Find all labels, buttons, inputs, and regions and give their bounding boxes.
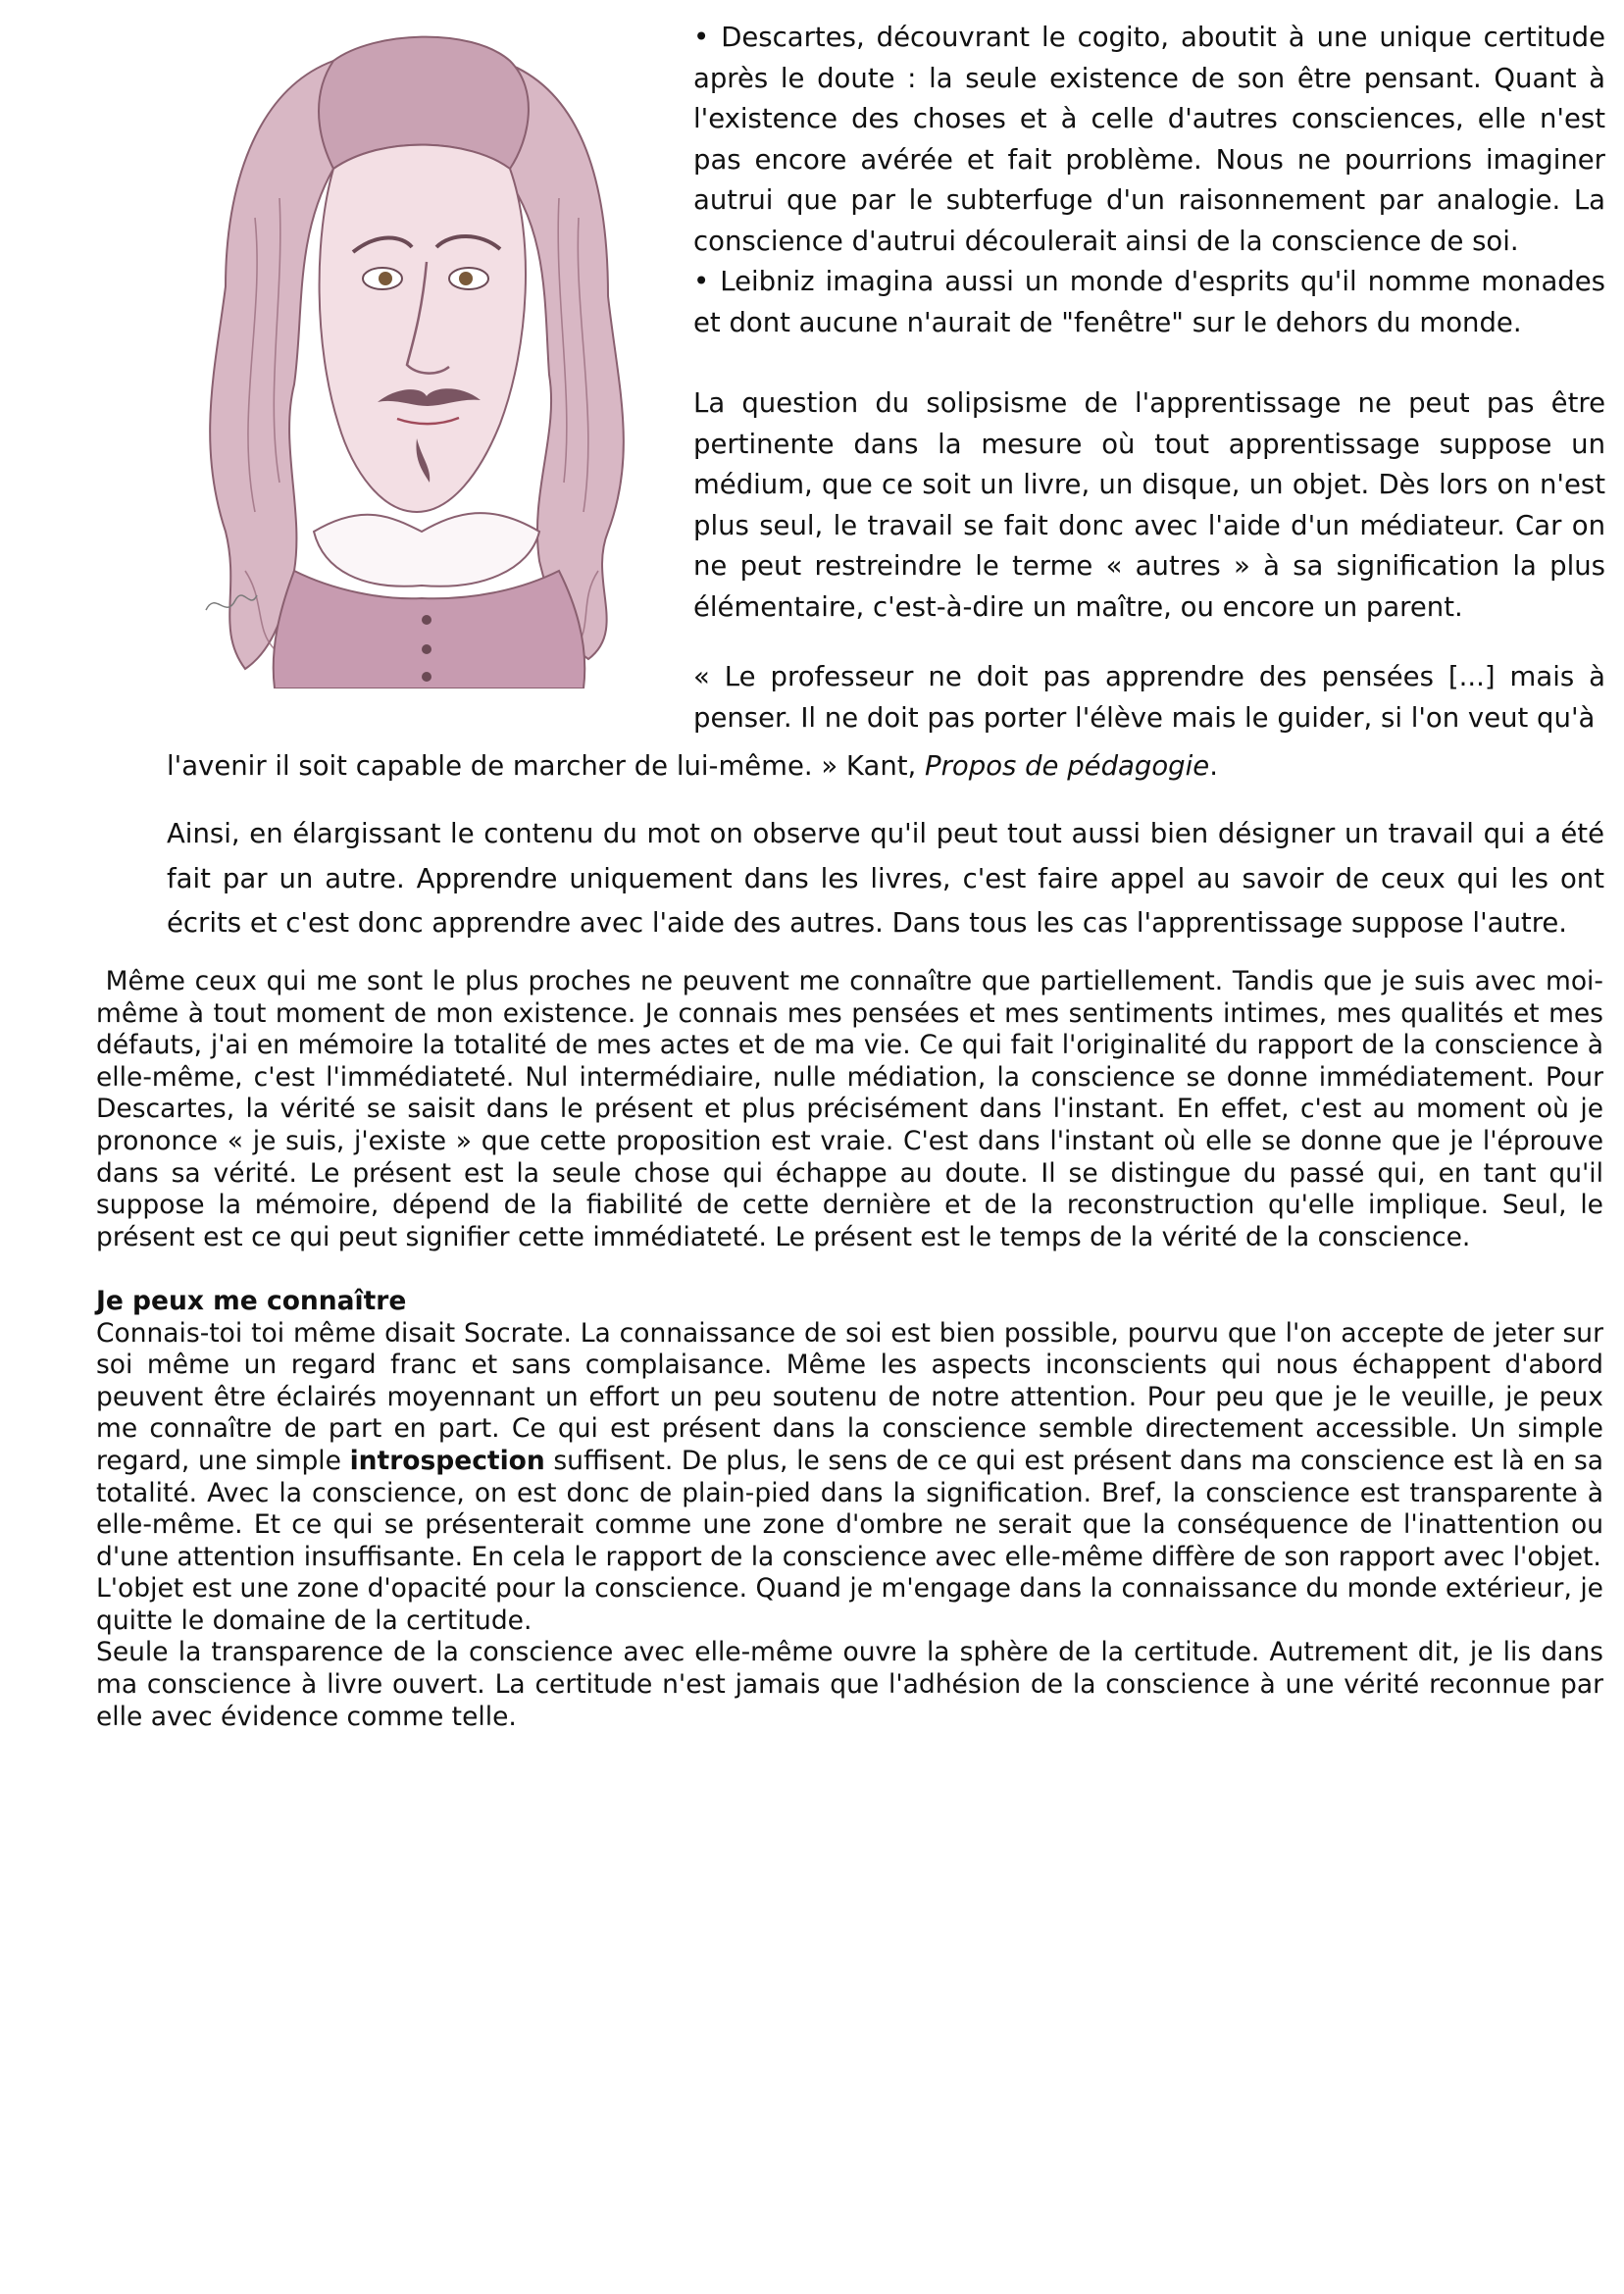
conclusion-block <box>167 812 1604 946</box>
descartes-bullet: • Descartes, découvrant le cogito, aboutit à une unique certitude après le doute : la seule existence de son être pensant. Quant à l'existence des choses et à celle d'autres consciences, elle n'est pas encore avérée et fait problème. Nous ne pourrions imaginer autrui que par le subterfuge d'un raisonnement par analogie. La conscience d'autrui découlerait ainsi de la conscience de soi. <box>693 22 1605 257</box>
collar <box>314 513 539 586</box>
self-knowledge-text-end: suffisent. De plus, le sens de ce qui est présent dans ma conscience est là en sa totalité. Avec la conscience, on est donc de plain-pied dans la signification. Bref, la conscience est transparente à elle-même. Et ce qui se présenterait comme une zone d'ombre ne serait que la conséquence de l'inattention ou d'une attention insuffisante. En cela le rapport de la conscience avec elle-même diffère de son rapport avec l'objet. <box>96 1445 1603 1572</box>
solipsism-paragraph: La question du solipsisme de l'apprentissage ne peut pas être pertinente dans la mesure où tout apprentissage suppose un médium, que ce soit un livre, un disque, un objet. Dès lors on n'est plus seul, le travail se fait donc avec l'aide d'un médiateur. Car on ne peut restreindre le terme « autres » à sa signification la plus élémentaire, c'est-à-dire un maître, ou encore un parent. <box>693 387 1605 623</box>
kant-quote-head: « Le professeur ne doit pas apprendre des pensées [...] mais à penser. Il ne doit pas porter l'élève mais le guider, si l'on veut qu'à <box>693 661 1605 734</box>
immediacy-paragraph: Même ceux qui me sont le plus proches ne peuvent me connaître que partiellement. Tandis que je suis avec moi-même à tout moment de mon existence. Je connais mes pensées et mes sentiments intimes, mes qualités et mes défauts, j'ai en mémoire la totalité de mes actes et de ma vie. Ce qui fait l'originalité du rapport de la conscience à elle-même, c'est l'immédiateté. Nul intermédiaire, nulle médiation, la conscience se donne immédiatement. Pour Descartes, la vérité se saisit dans le présent et plus précisément dans l'instant. En effet, c'est au moment où je prononce « je suis, j'existe » que cette proposition est vraie. C'est dans l'instant où elle se donne que je l'éprouve dans sa vérité. Le présent est la seule chose qui échappe au doute. Il se distingue du passé qui, en tant qu'il suppose la mémoire, dépend de la fiabilité de cette dernière et de la reconstruction qu'elle implique. Seul, le présent est ce qui peut signifier cette immédiateté. Le présent est le temps de la vérité de la conscience. <box>96 966 1612 1252</box>
kant-work-title: Propos de pédagogie <box>925 750 1210 782</box>
section-heading: Je peux me connaître <box>96 1285 407 1316</box>
leibniz-bullet: • Leibniz imagina aussi un monde d'esprits qu'il nomme monades et dont aucune n'aurait de "fenêtre" sur le dehors du monde. <box>693 266 1605 338</box>
right-column <box>693 18 1605 739</box>
kant-quote-tail <box>167 745 1608 787</box>
self-knowledge-paragraph <box>96 1318 1603 1574</box>
main-text <box>96 966 1612 1733</box>
self-knowledge-text-start: Connais-toi toi même disait Socrate. La connaissance de soi est bien possible, pourvu que l'on accepte de jeter sur soi même un regard franc et sans complaisance. Même les aspects inconscients qui nous échappent d'abord peuvent être éclairés moyennant un effort un peu soutenu de notre attention. Pour peu que je le veuille, je peux me connaître de part en part. Ce qui est présent dans la conscience semble directement accessible. Un simple regard, une simple <box>96 1317 1603 1476</box>
kant-quote-text: l'avenir il soit capable de marcher de lui-même. » Kant, <box>167 750 926 782</box>
conclusion-paragraph: Ainsi, en élargissant le contenu du mot on observe qu'il peut tout aussi bien désigner un travail qui a été fait par un autre. Apprendre uniquement dans les livres, c'est faire appel au savoir de ceux qui les ont écrits et c'est donc apprendre avec l'aide des autres. Dans tous les cas l'apprentissage suppose l'autre. <box>167 818 1604 939</box>
descartes-portrait <box>186 22 667 688</box>
kant-quote-end: . <box>1209 750 1218 782</box>
hair-left <box>210 61 333 669</box>
object-opacity-paragraph: L'objet est une zone d'opacité pour la conscience. Quand je m'engage dans la connaissance du monde extérieur, je quitte le domaine de la certitude. <box>96 1573 1603 1636</box>
introspection-term: introspection <box>349 1445 545 1476</box>
coat <box>274 571 585 688</box>
certainty-paragraph: Seule la transparence de la conscience avec elle-même ouvre la sphère de la certitude. Autrement dit, je lis dans ma conscience à livre ouvert. La certitude n'est jamais que l'adhésion de la conscience à une vérité reconnue par elle avec évidence comme telle. <box>96 1637 1603 1732</box>
